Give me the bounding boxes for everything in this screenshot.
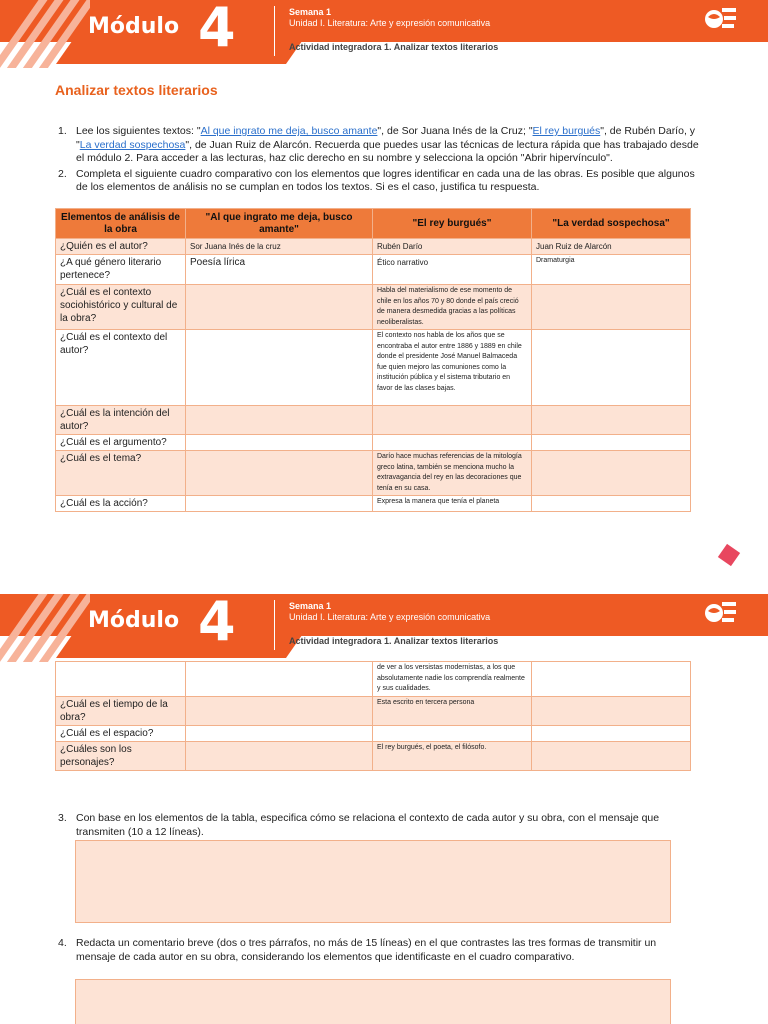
week-label: Semana 1	[289, 601, 332, 611]
activity-label: Actividad integradora 1. Analizar textos literarios	[289, 42, 499, 52]
link-el-rey-burgues[interactable]: El rey burgués	[532, 125, 601, 137]
unit-label: Unidad I. Literatura: Arte y expresión comunicativa	[289, 612, 491, 622]
unit-label: Unidad I. Literatura: Arte y expresión comunicativa	[289, 18, 491, 28]
table-row: ¿Cuál es la acción? Expresa la manera que tenía el planeta	[56, 496, 691, 512]
table-header-row	[56, 209, 691, 239]
header-elementos: Elementos de análisis de la obra	[56, 209, 186, 239]
instructions-list	[56, 125, 706, 197]
answer-box-3[interactable]	[75, 840, 671, 923]
header-el-rey-burgues: "El rey burgués"	[373, 209, 532, 239]
instruction-item-3: 3. Con base en los elementos de la tabla, especifica cómo se relaciona el contexto de cada autor y su obra, con el mensaje que transmiten (10 a 12 líneas).	[58, 812, 660, 838]
link-la-verdad-sospechosa[interactable]: La verdad sospechosa	[79, 138, 186, 151]
table-row: ¿Cuál es el tema? Darío hace muchas referencias de la mitología greco latina, también se menciona mucho la extravagancia del rey en las decoraciones que tenía en su casa.	[56, 451, 691, 496]
page-header-2	[0, 590, 768, 662]
table-row: de ver a los versistas modernistas, a los que absolutamente nadie los comprendía realmente y sus cualidades.	[56, 662, 691, 697]
table-row: ¿Cuál es el argumento?	[56, 435, 691, 451]
activity-label: Actividad integradora 1. Analizar textos literarios	[289, 636, 499, 646]
comparison-table-continued	[55, 661, 691, 771]
comparison-table	[55, 208, 691, 512]
instruction-item-4: 4. Redacta un comentario breve (dos o tres párrafos, no más de 15 líneas) en el que contrastes las tres formas de transmitir un mensaje de cada autor en su obra, considerando los elementos que identificaste en el cuadro comparativo.	[58, 937, 657, 963]
prepa-en-linea-logo	[700, 4, 738, 34]
module-number: 4	[198, 0, 236, 59]
header-la-verdad-sospechosa: "La verdad sospechosa"	[532, 209, 691, 239]
instruction-item-2: 2. Completa el siguiente cuadro comparativo con los elementos que logres identificar en cada una de las obras. Es posible que algunos de los elementos de análisis no se cumplan en todos los textos. Si es el caso, justifica tu respuesta.	[58, 167, 695, 193]
answer-box-4[interactable]	[75, 979, 671, 1024]
decorative-diamond	[718, 544, 740, 566]
module-number: 4	[198, 590, 236, 653]
page-title: Analizar textos literarios	[55, 82, 218, 98]
table-row: ¿A qué género literario pertenece? Poesía lírica Ético narrativo Dramaturgia	[56, 255, 691, 285]
table-row: ¿Cuál es el contexto sociohistórico y cultural de la obra? Habla del materialismo de ese momento de chile en los años 70 y 80 donde el país creció de manera desmedida gracias a las políticas neoliberalistas.	[56, 285, 691, 330]
table-row: ¿Cuál es la intención del autor?	[56, 406, 691, 435]
prepa-en-linea-logo	[700, 598, 738, 628]
header-al-que-ingrato: "Al que ingrato me deja, busco amante"	[186, 209, 373, 239]
table-row: ¿Quién es el autor? Sor Juana Inés de la cruz Rubén Darío Juan Ruiz de Alarcón	[56, 239, 691, 255]
instruction-item-1: 1. Lee los siguientes textos: "Al que ingrato me deja, busco amante", de Sor Juana Inés de la Cruz; "El rey burgués", de Rubén Darío, y "La verdad sospechosa", de Juan Ruiz de Alarcón. Recuerda que puedes usar las técnicas de lectura rápida que has trabajado desde el módulo 2. Para acceder a las lecturas, haz clic derecho en su nombre y selecciona la opción "Abrir hipervínculo".	[58, 125, 699, 164]
table-row: ¿Cuál es el espacio?	[56, 725, 691, 741]
week-label: Semana 1	[289, 7, 332, 17]
link-al-que-ingrato[interactable]: Al que ingrato me deja, busco amante	[200, 125, 378, 137]
table-row: ¿Cuáles son los personajes? El rey burgués, el poeta, el filósofo.	[56, 741, 691, 770]
table-row: ¿Cuál es el tiempo de la obra? Esta escrito en tercera persona	[56, 696, 691, 725]
module-label: Módulo	[88, 14, 180, 39]
module-label: Módulo	[88, 608, 180, 633]
page-header	[0, 0, 768, 68]
table-row: ¿Cuál es el contexto del autor? El contexto nos habla de los años que se encontraba el autor entre 1886 y 1889 en chile donde el presidente José Manuel Balmaceda fue quien mejoro las comuniones como la institución pública y el sistema tributario en favor de las clases bajas.	[56, 330, 691, 406]
